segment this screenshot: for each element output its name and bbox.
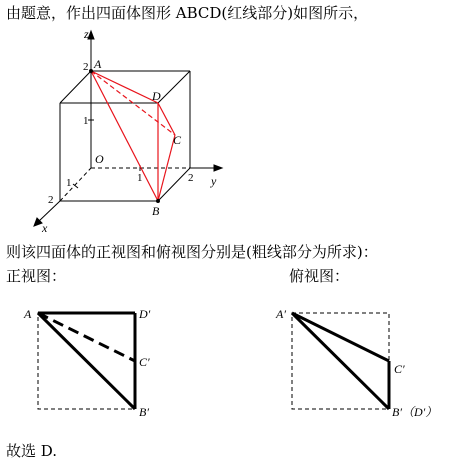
intro-text: 由题意，作出四面体图形 ABCD(红线部分)如图所示， xyxy=(6,4,369,22)
label-z2: 2 xyxy=(83,61,89,73)
label-x1: 1 xyxy=(66,177,72,189)
label-D: D xyxy=(152,89,161,103)
cube-edge xyxy=(60,71,91,103)
z-arrow xyxy=(88,31,94,39)
label-z: z xyxy=(84,27,89,41)
top-edge-AC xyxy=(292,313,389,361)
top-label-C: C′ xyxy=(394,362,405,376)
tetrahedron-red xyxy=(91,71,175,201)
label-x2: 2 xyxy=(48,194,54,206)
front-edge-AC xyxy=(38,313,135,361)
front-label-B: B′ xyxy=(139,405,149,419)
front-label-C: C′ xyxy=(139,355,150,369)
label-z1: 1 xyxy=(83,115,89,127)
label-x: x xyxy=(42,221,48,235)
front-label-A: A xyxy=(24,307,32,321)
top-view xyxy=(292,313,389,409)
label-O: O xyxy=(95,152,104,166)
explain-text: 则该四面体的正视图和俯视图分别是(粗线部分为所求)： xyxy=(6,243,378,261)
edge-AB xyxy=(91,71,158,201)
label-A: A xyxy=(94,57,102,71)
front-view-title: 正视图： xyxy=(6,267,67,285)
answer-text: 故选 D. xyxy=(6,442,58,460)
point-A xyxy=(89,69,93,73)
label-y1: 1 xyxy=(137,172,143,184)
cube-edge xyxy=(158,71,190,103)
label-y: y xyxy=(211,174,217,188)
edge-AD xyxy=(91,71,158,103)
point-B xyxy=(156,199,160,203)
top-label-A: A′ xyxy=(276,307,286,321)
cube-hidden-edge xyxy=(60,168,91,201)
top-label-B: B′（D′） xyxy=(392,405,438,419)
front-label-D: D′ xyxy=(139,307,151,321)
label-B: B xyxy=(152,204,160,218)
top-view-title: 俯视图： xyxy=(289,267,350,285)
front-view xyxy=(38,313,135,409)
edge-DC xyxy=(158,103,175,135)
axes xyxy=(34,31,222,226)
label-C: C xyxy=(173,133,182,147)
y-arrow xyxy=(214,165,222,171)
top-edge-AB xyxy=(292,313,389,409)
front-edge-AB xyxy=(38,313,135,409)
label-y2: 2 xyxy=(188,172,194,184)
